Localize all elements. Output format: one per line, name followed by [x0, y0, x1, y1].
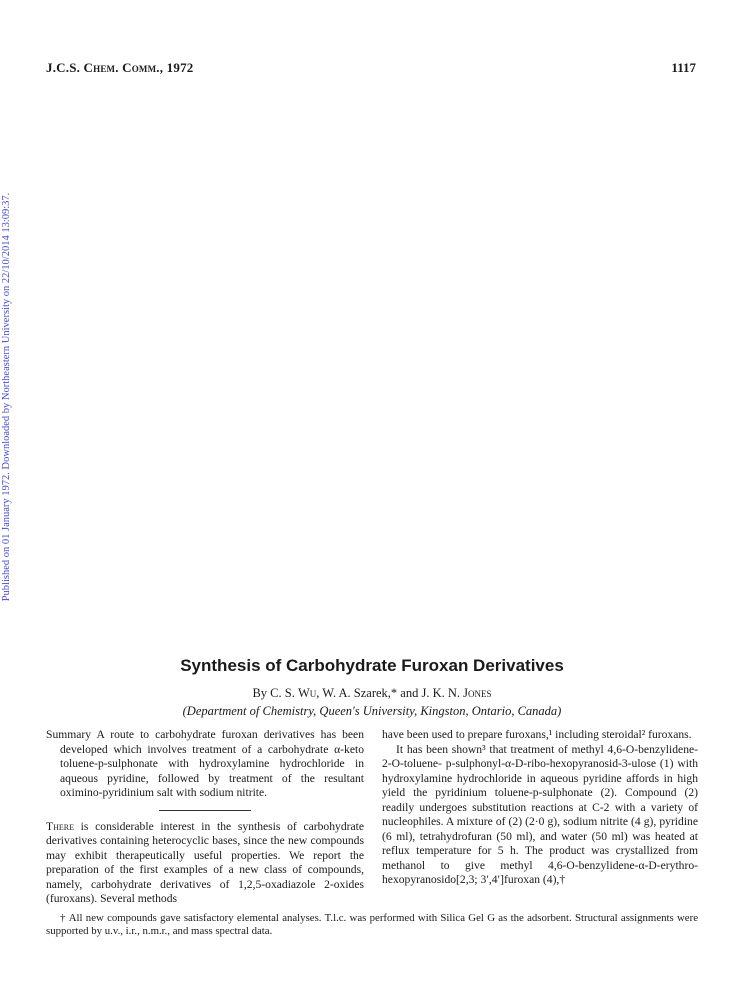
running-header — [46, 60, 193, 76]
journal-prefix: J.C.S. — [46, 60, 84, 75]
page-number: 1117 — [671, 60, 696, 75]
author3-last: Jones — [463, 686, 492, 700]
left-column — [46, 728, 364, 907]
separator-rule — [159, 810, 251, 811]
summary — [46, 728, 364, 801]
publication-side-note[interactable]: Published on 01 January 1972. Downloaded by Northeastern University on 22/10/2014 13:09:37. — [1, 192, 12, 602]
footnote-text: † All new compounds gave satisfactory elemental analyses. T.l.c. was performed with Silica Gel G as the adsorbent. Structural assignments were supported by u.v., i.r., n.m.r., and mass spectral data. — [46, 912, 698, 937]
paragraph-1: have been used to prepare furoxans,¹ including steroidal² furoxans. — [382, 728, 692, 741]
right-column — [382, 728, 698, 888]
authors-mid: , W. A. Szarek,* and J. K. N. — [316, 686, 464, 700]
affiliation: (Department of Chemistry, Queen's University, Kingston, Ontario, Canada) — [182, 704, 562, 718]
intro-first-word: There — [46, 819, 74, 833]
intro-paragraph — [46, 820, 364, 907]
paragraph-2: It has been shown³ that treatment of methyl 4,6-O-benzylidene-2-O-toluene- p-sulphonyl-α-D-ribo-hexopyranosid-3-ulose (1) with hydroxylamine hydrochloride in aqueous pyridine affords in high yield the pyridinium toluene-p-sulphonate (2). Compound (2) readily undergoes substitution reactions at C-2 with a variety of nucleophiles. A mixture of (2) (2·0 g), sodium nitrite (4 g), pyridine (6 ml), tetrahydrofuran (50 ml), and water (50 ml) was heated at reflux temperature for 5 h. The product was crystallized from methanol to give methyl 4,6-O-benzylidene-α-D-erythro-hexopyranosido[2,3; 3′,4′]furoxan (4),† — [382, 742, 698, 886]
journal-comm: Comm. — [122, 60, 160, 75]
summary-label: Summary — [46, 728, 92, 741]
authors-by: By C. S. — [252, 686, 298, 700]
journal-year: , 1972 — [159, 60, 194, 75]
author1-last: Wu — [297, 686, 317, 700]
journal-chem: Chem. — [83, 60, 119, 75]
article-title: Synthesis of Carbohydrate Furoxan Derivatives — [180, 656, 564, 675]
intro-text: is considerable interest in the synthesis of carbohydrate derivatives containing heterocyclic bases, since the new compounds may exhibit therapeutically useful properties. We report the preparation of the first examples of a new class of compounds, namely, carbohydrate derivatives of 1,2,5-oxadiazole 2-oxides (furoxans). Several methods — [46, 819, 364, 905]
author-line — [0, 686, 744, 701]
footnote — [46, 912, 698, 938]
summary-text: A route to carbohydrate furoxan derivatives has been developed which involves treatment of a carbohydrate α-keto toluene-p-sulphonate with hydroxylamine hydrochloride in aqueous pyridine, followed by treatment of the resultant oximino-pyridinium salt with sodium nitrite. — [60, 728, 364, 799]
